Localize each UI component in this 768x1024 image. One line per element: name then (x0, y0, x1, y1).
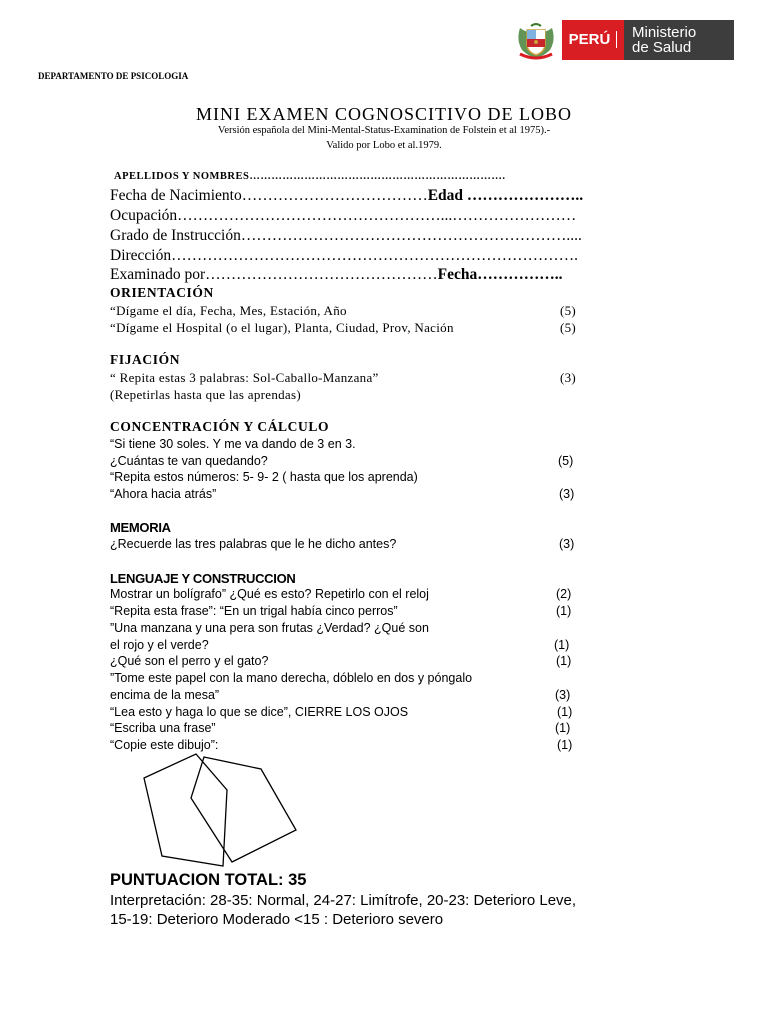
language-item: “Lea esto y haga lo que se dice”, CIERRE LOS OJOS (110, 705, 409, 719)
birth-date-field (110, 187, 583, 205)
exam-date-label: Fecha…………….. (437, 266, 563, 283)
memory-heading: MEMORIA (110, 520, 171, 535)
subtitle-line-2: Valido por Lobo et al.1979. (326, 140, 442, 151)
coat-of-arms-icon (514, 20, 558, 60)
peru-label-box (562, 20, 624, 60)
language-score: (1) (557, 705, 573, 719)
orientation-item-1: “Dígame el día, Fecha, Mes, Estación, Año (110, 303, 347, 318)
intersecting-pentagons-drawing (130, 750, 300, 870)
orientation-score-1: (5) (560, 303, 577, 318)
occupation-field: Ocupación……………………………………………...…………………… (110, 207, 577, 224)
language-item: encima de la mesa” (110, 688, 220, 702)
orientation-heading: ORIENTACIÓN (110, 285, 214, 300)
concentration-line-1: “Si tiene 30 soles. Y me va dando de 3 en 3. (110, 437, 356, 451)
concentration-heading: CONCENTRACIÓN Y CÁLCULO (110, 419, 330, 434)
concentration-line-3: “Repita estos números: 5- 9- 2 ( hasta que los aprenda) (110, 470, 418, 484)
right-pentagon (191, 757, 296, 862)
language-heading: LENGUAJE Y CONSTRUCCION (110, 571, 296, 586)
language-score: (2) (556, 587, 572, 601)
ministry-line-2: de Salud (632, 39, 692, 56)
language-item: el rojo y el verde? (110, 638, 209, 652)
concentration-line-4: “Ahora hacia atrás” (110, 487, 217, 501)
orientation-item-2: “Dígame el Hospital (o el lugar), Planta, Ciudad, Prov, Nación (110, 320, 454, 335)
examiner-field (110, 266, 563, 284)
subtitle-line-1: Versión española del Mini-Mental-Status-Examination de Folstein et al 1975).- (217, 125, 551, 136)
left-pentagon (144, 754, 227, 866)
language-score: (1) (554, 638, 570, 652)
country-label: PERÚ (569, 31, 618, 48)
language-item: “Escriba una frase” (110, 721, 216, 735)
examiner-label: Examinado por……………………………………… (110, 266, 438, 283)
language-item: “Copie este dibujo”: (110, 738, 219, 752)
language-item: “Repita esta frase”: “En un trigal había cinco perros” (110, 604, 398, 618)
total-score: PUNTUACION TOTAL: 35 (110, 871, 307, 889)
language-item: ”Una manzana y una pera son frutas ¿Verdad? ¿Qué son (110, 621, 429, 635)
education-field: Grado de Instrucción……………………………………………………….... (110, 227, 582, 244)
concentration-line-2: ¿Cuántas te van quedando? (110, 454, 268, 468)
interpretation-line-2: 15-19: Deterioro Moderado <15 : Deterioro severo (110, 911, 444, 928)
fixation-item: “ Repita estas 3 palabras: Sol-Caballo-Manzana” (110, 370, 379, 385)
language-score: (1) (557, 738, 573, 752)
fixation-note: (Repetirlas hasta que las aprendas) (110, 387, 301, 402)
ministry-logo (514, 20, 734, 60)
fixation-score: (3) (560, 370, 577, 385)
document-title: MINI EXAMEN COGNOSCITIVO DE LOBO (196, 104, 572, 124)
language-item: ¿Qué son el perro y el gato? (110, 654, 269, 668)
birth-date-label: Fecha de Nacimiento……………………………… (110, 187, 428, 204)
interpretation-line-1: Interpretación: 28-35: Normal, 24-27: Limítrofe, 20-23: Deterioro Leve, (110, 892, 577, 909)
orientation-score-2: (5) (560, 320, 577, 335)
language-score: (1) (556, 604, 572, 618)
fixation-heading: FIJACIÓN (110, 352, 181, 367)
language-score: (1) (555, 721, 571, 735)
memory-score: (3) (559, 537, 575, 551)
memory-item: ¿Recuerde las tres palabras que le he dicho antes? (110, 537, 397, 551)
language-score: (1) (556, 654, 572, 668)
age-label: Edad ………………….. (427, 187, 584, 204)
department-label: DEPARTAMENTO DE PSICOLOGIA (38, 71, 189, 81)
names-field: APELLIDOS Y NOMBRES……………………………………………………………. (114, 171, 506, 182)
ministry-label-box (624, 20, 734, 60)
address-field: Dirección……………………………………………………………………. (110, 247, 578, 264)
language-score: (3) (555, 688, 571, 702)
ministry-line-1: Ministerio (632, 24, 697, 41)
language-item: ”Tome este papel con la mano derecha, dóblelo en dos y póngalo (110, 671, 473, 685)
concentration-score-2: (3) (559, 487, 575, 501)
language-item: Mostrar un bolígrafo” ¿Qué es esto? Repetirlo con el reloj (110, 587, 429, 601)
concentration-score-1: (5) (558, 454, 574, 468)
